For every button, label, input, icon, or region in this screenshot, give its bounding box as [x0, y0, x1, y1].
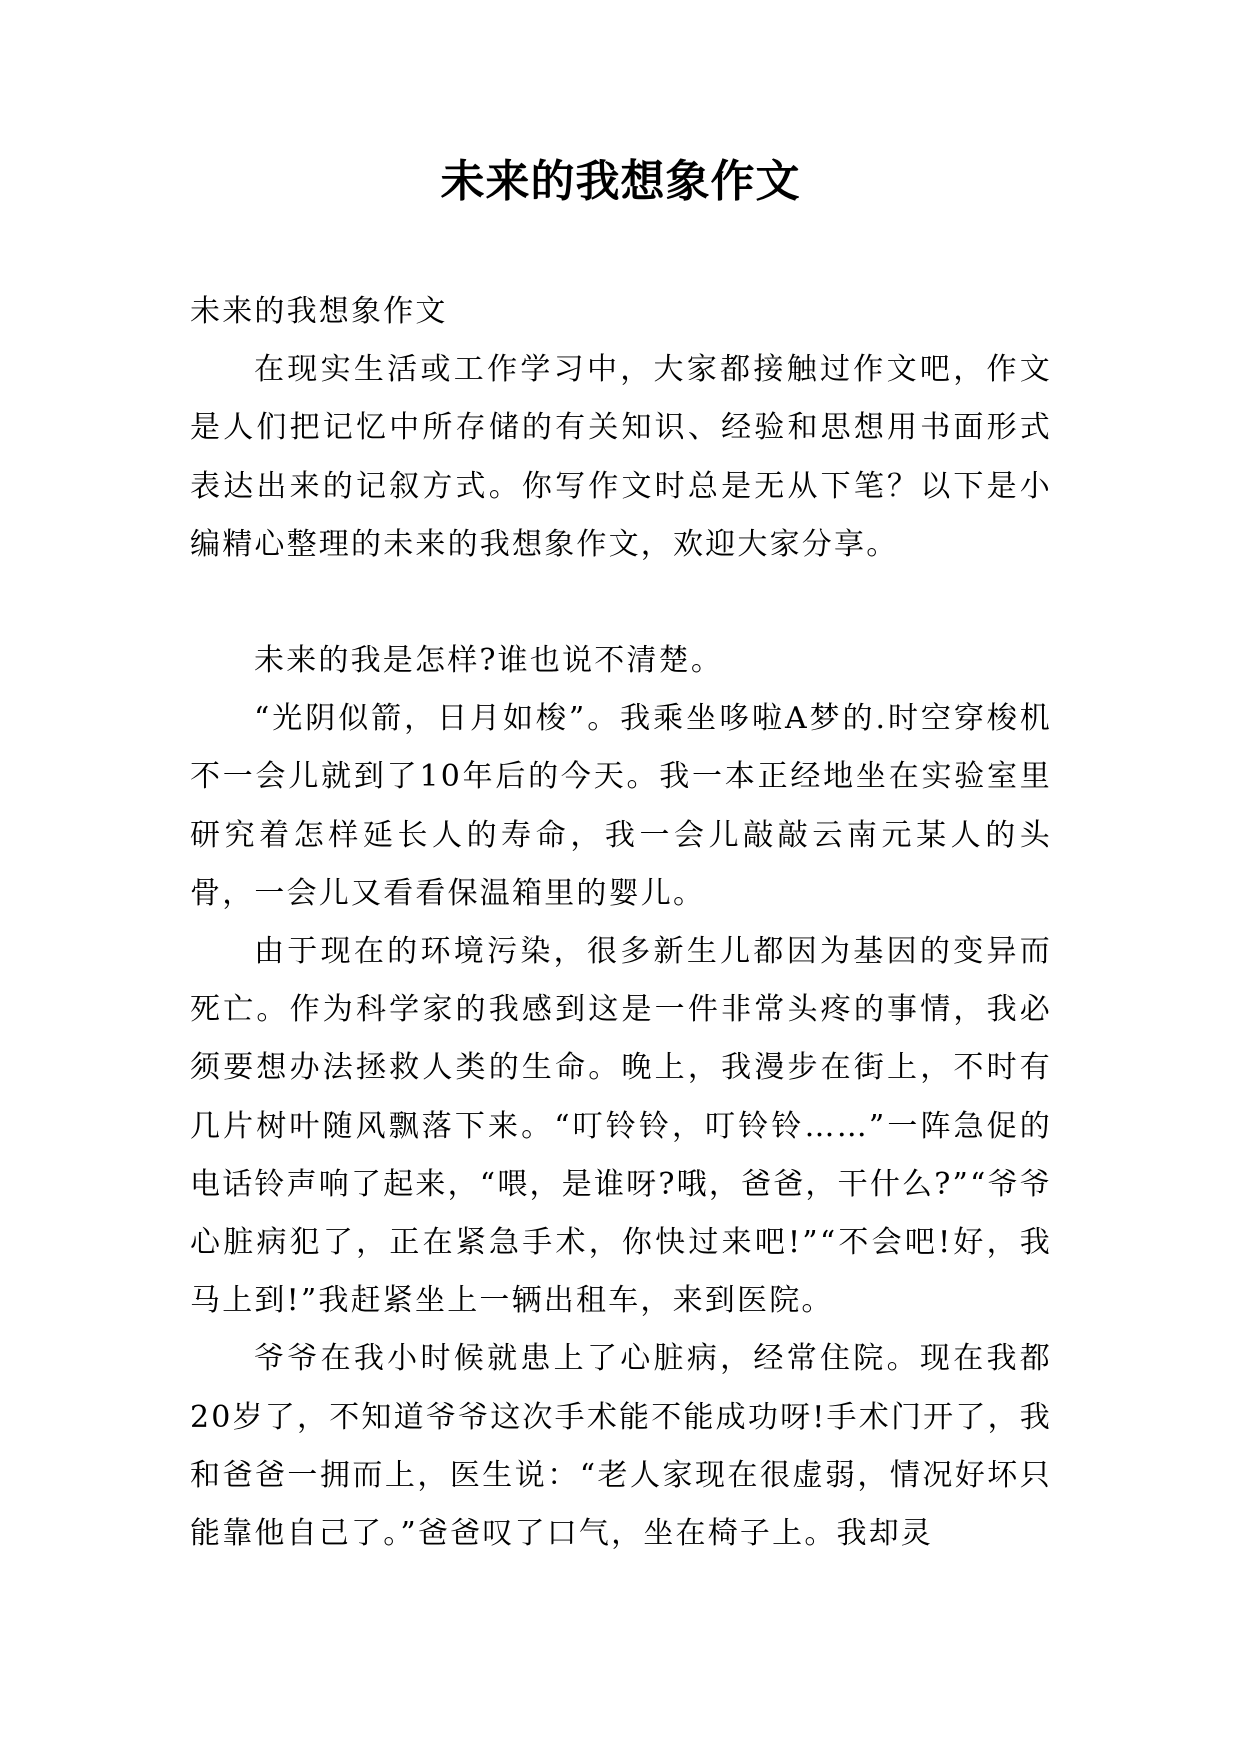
body-paragraph: “光阴似箭，日月如梭”。我乘坐哆啦A梦的.时空穿梭机不一会儿就到了10年后的今天。我一本正经地坐在实验室里研究着怎样延长人的寿命，我一会儿敲敲云南元某人的头骨，一会儿又看看保温箱里的婴儿。 [190, 701, 1052, 911]
document-title: 未来的我想象作文 [440, 156, 801, 207]
document-subtitle: 未来的我想象作文 [190, 294, 448, 329]
document-body [190, 283, 1052, 1563]
paragraph-spacer [190, 574, 1052, 632]
body-paragraph: 爷爷在我小时候就患上了心脏病，经常住院。现在我都20岁了，不知道爷爷这次手术能不能成功呀!手术门开了，我和爸爸一拥而上，医生说：“老人家现在很虚弱，情况好坏只能靠他自己了。”爸爸叹了口气，坐在椅子上。我却灵 [190, 1341, 1052, 1552]
body-paragraph: 由于现在的环境污染，很多新生儿都因为基因的变异而死亡。作为科学家的我感到这是一件非常头疼的事情，我必须要想办法拯救人类的生命。晚上，我漫步在街上，不时有几片树叶随风飘落下来。“叮铃铃，叮铃铃……”一阵急促的电话铃声响了起来，“喂，是谁呀?哦，爸爸，干什么?”“爷爷心脏病犯了，正在紧急手术，你快过来吧!”“不会吧!好，我马上到!”我赶紧坐上一辆出租车，来到医院。 [190, 934, 1052, 1319]
intro-paragraph: 在现实生活或工作学习中，大家都接触过作文吧，作文是人们把记忆中所存储的有关知识、经验和思想用书面形式表达出来的记叙方式。你写作文时总是无从下笔？以下是小编精心整理的未来的我想象作文，欢迎大家分享。 [190, 352, 1052, 562]
body-paragraph: 未来的我是怎样?谁也说不清楚。 [254, 643, 724, 679]
